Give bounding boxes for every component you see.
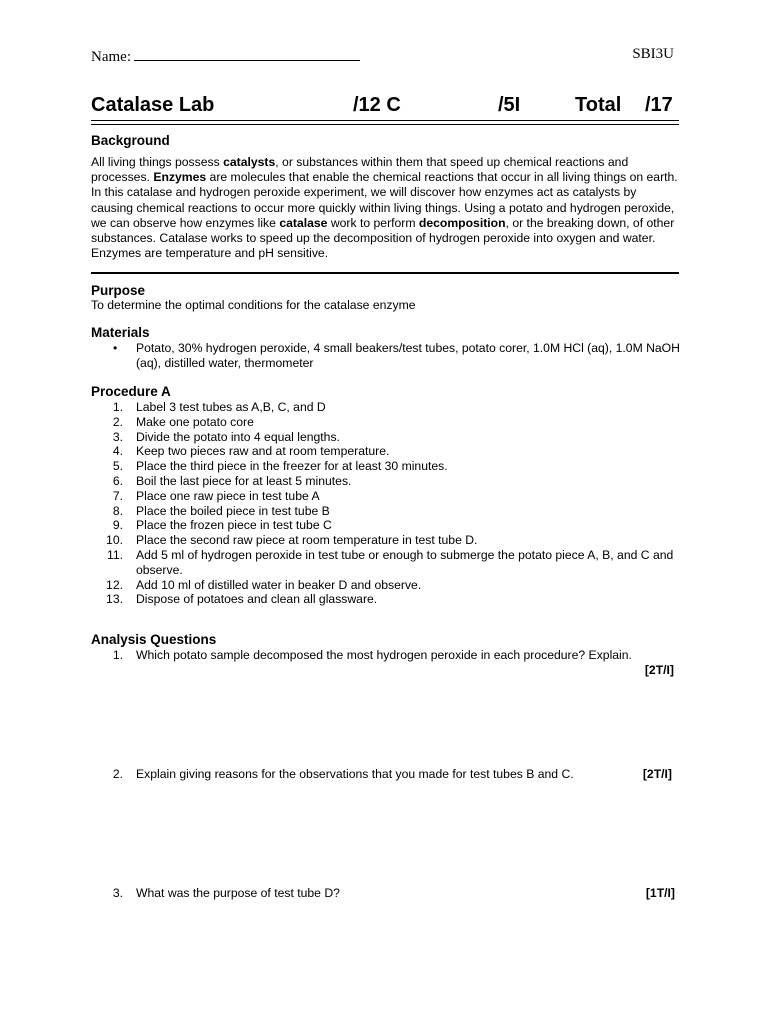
total-marks: /17 [645, 94, 673, 116]
course-code: SBI3U [632, 46, 674, 62]
analysis-question [91, 767, 681, 782]
step-number: 13. [106, 592, 123, 607]
step-number: 3. [112, 429, 123, 444]
procedure-heading: Procedure A [91, 384, 171, 399]
step-text: Boil the last piece for at least 5 minutes. [136, 473, 352, 488]
procedure-list [91, 400, 681, 607]
step-number: 1. [112, 400, 123, 414]
term-decomposition: decomposition [418, 215, 506, 230]
lab-title: Catalase Lab [91, 94, 215, 116]
procedure-step [91, 504, 681, 519]
step-number: 7. [112, 488, 123, 503]
procedure-step [91, 430, 681, 445]
step-number: 6. [112, 473, 123, 488]
question-text: Which potato sample decomposed the most hydrogen peroxide in each procedure? Explain. [136, 648, 632, 662]
procedure-step [91, 518, 681, 533]
procedure-step [91, 400, 681, 415]
step-number: 2. [112, 414, 123, 429]
term-catalysts: catalysts [223, 155, 276, 169]
question-line [91, 886, 681, 901]
analysis-question [91, 886, 681, 901]
step-text: Label 3 test tubes as A,B, C, and D [136, 400, 326, 414]
materials-list [91, 341, 681, 371]
step-number: 12. [106, 577, 123, 592]
question-mark: [2T/I] [644, 663, 674, 677]
step-text: Dispose of potatoes and clean all glassware. [136, 592, 378, 607]
term-catalase: catalase [279, 215, 328, 230]
step-number: 4. [112, 444, 123, 459]
analysis-heading: Analysis Questions [91, 632, 217, 647]
question-mark: [1T/I] [645, 886, 675, 900]
term-enzymes: Enzymes [153, 170, 207, 185]
step-text: Add 10 ml of distilled water in beaker D and observe. [136, 577, 422, 592]
question-mark: [2T/I] [642, 767, 672, 781]
step-text: Place the third piece in the freezer for at least 30 minutes. [136, 459, 448, 474]
materials-heading: Materials [91, 325, 150, 340]
title-row [91, 94, 679, 118]
procedure-step [91, 533, 681, 548]
question-line [91, 767, 681, 782]
question-line [91, 648, 681, 663]
background-text-4: work to perform [327, 215, 419, 230]
name-label: Name: [91, 49, 131, 65]
procedure-step [91, 444, 681, 459]
procedure-step [91, 459, 681, 474]
question-number: 1. [112, 648, 123, 662]
purpose-text: To determine the optimal conditions for the catalase enzyme [91, 298, 416, 312]
total-label: Total [575, 94, 622, 116]
step-number: 8. [112, 503, 123, 518]
procedure-step [91, 578, 681, 593]
step-number: 5. [112, 459, 123, 474]
step-text: Place the boiled piece in test tube B [136, 503, 330, 518]
step-text: Add 5 ml of hydrogen peroxide in test tube or enough to submerge the potato piece A, B, and C and observe. [136, 547, 674, 577]
bullet: • [113, 341, 118, 355]
name-blank-line [134, 46, 360, 61]
name-field [91, 46, 360, 66]
question-number: 2. [112, 767, 123, 781]
materials-item-text: Potato, 30% hydrogen peroxide, 4 small beakers/test tubes, potato corer, 1.0M HCl (aq), 1.0M NaOH (aq), distilled water, thermometer [136, 341, 680, 371]
background-heading: Background [91, 133, 170, 148]
question-text: What was the purpose of test tube D? [136, 886, 340, 900]
background-paragraph [91, 155, 681, 261]
step-text: Keep two pieces raw and at room temperature. [136, 444, 390, 459]
step-number: 9. [112, 518, 123, 533]
step-number: 11. [106, 547, 123, 562]
procedure-step [91, 474, 681, 489]
materials-item [91, 341, 681, 371]
question-number: 3. [112, 886, 123, 900]
question-text: Explain giving reasons for the observations that you made for test tubes B and C. [136, 767, 574, 781]
purpose-heading: Purpose [91, 283, 146, 298]
step-text: Place one raw piece in test tube A [136, 488, 320, 503]
step-text: Make one potato core [136, 414, 254, 429]
background-text-3: are molecules that enable the chemical reactions that occur in all living things on earth. In this catalase and hydrogen peroxide experiment, we will discover how enzymes act as catalysts by causing chemical reactions to occur more quickly within living things. Using a potato and hydrogen peroxide, we can observe how enzymes like [91, 170, 678, 230]
step-text: Place the frozen piece in test tube C [136, 518, 332, 533]
step-text: Place the second raw piece at room temperature in test tube D. [136, 533, 478, 548]
title-double-rule [91, 120, 679, 125]
step-number: 10. [106, 533, 123, 548]
i-marks: /5I [498, 94, 521, 116]
c-marks: /12 C [353, 94, 401, 116]
analysis-question [91, 648, 681, 663]
procedure-step [91, 592, 681, 607]
step-text: Divide the potato into 4 equal lengths. [136, 429, 340, 444]
background-text-5: , or the breaking down, of other substances. Catalase works to speed up the decomposition of hydrogen peroxide into oxygen and water. Enzymes are temperature and pH sensitive. [91, 215, 675, 261]
procedure-step [91, 489, 681, 504]
section-divider [91, 272, 679, 274]
background-text-1: All living things possess [91, 155, 224, 169]
procedure-step [91, 415, 681, 430]
background-text-2: , or substances within them that speed up chemical reactions and processes. [91, 155, 629, 185]
procedure-step [91, 548, 681, 578]
